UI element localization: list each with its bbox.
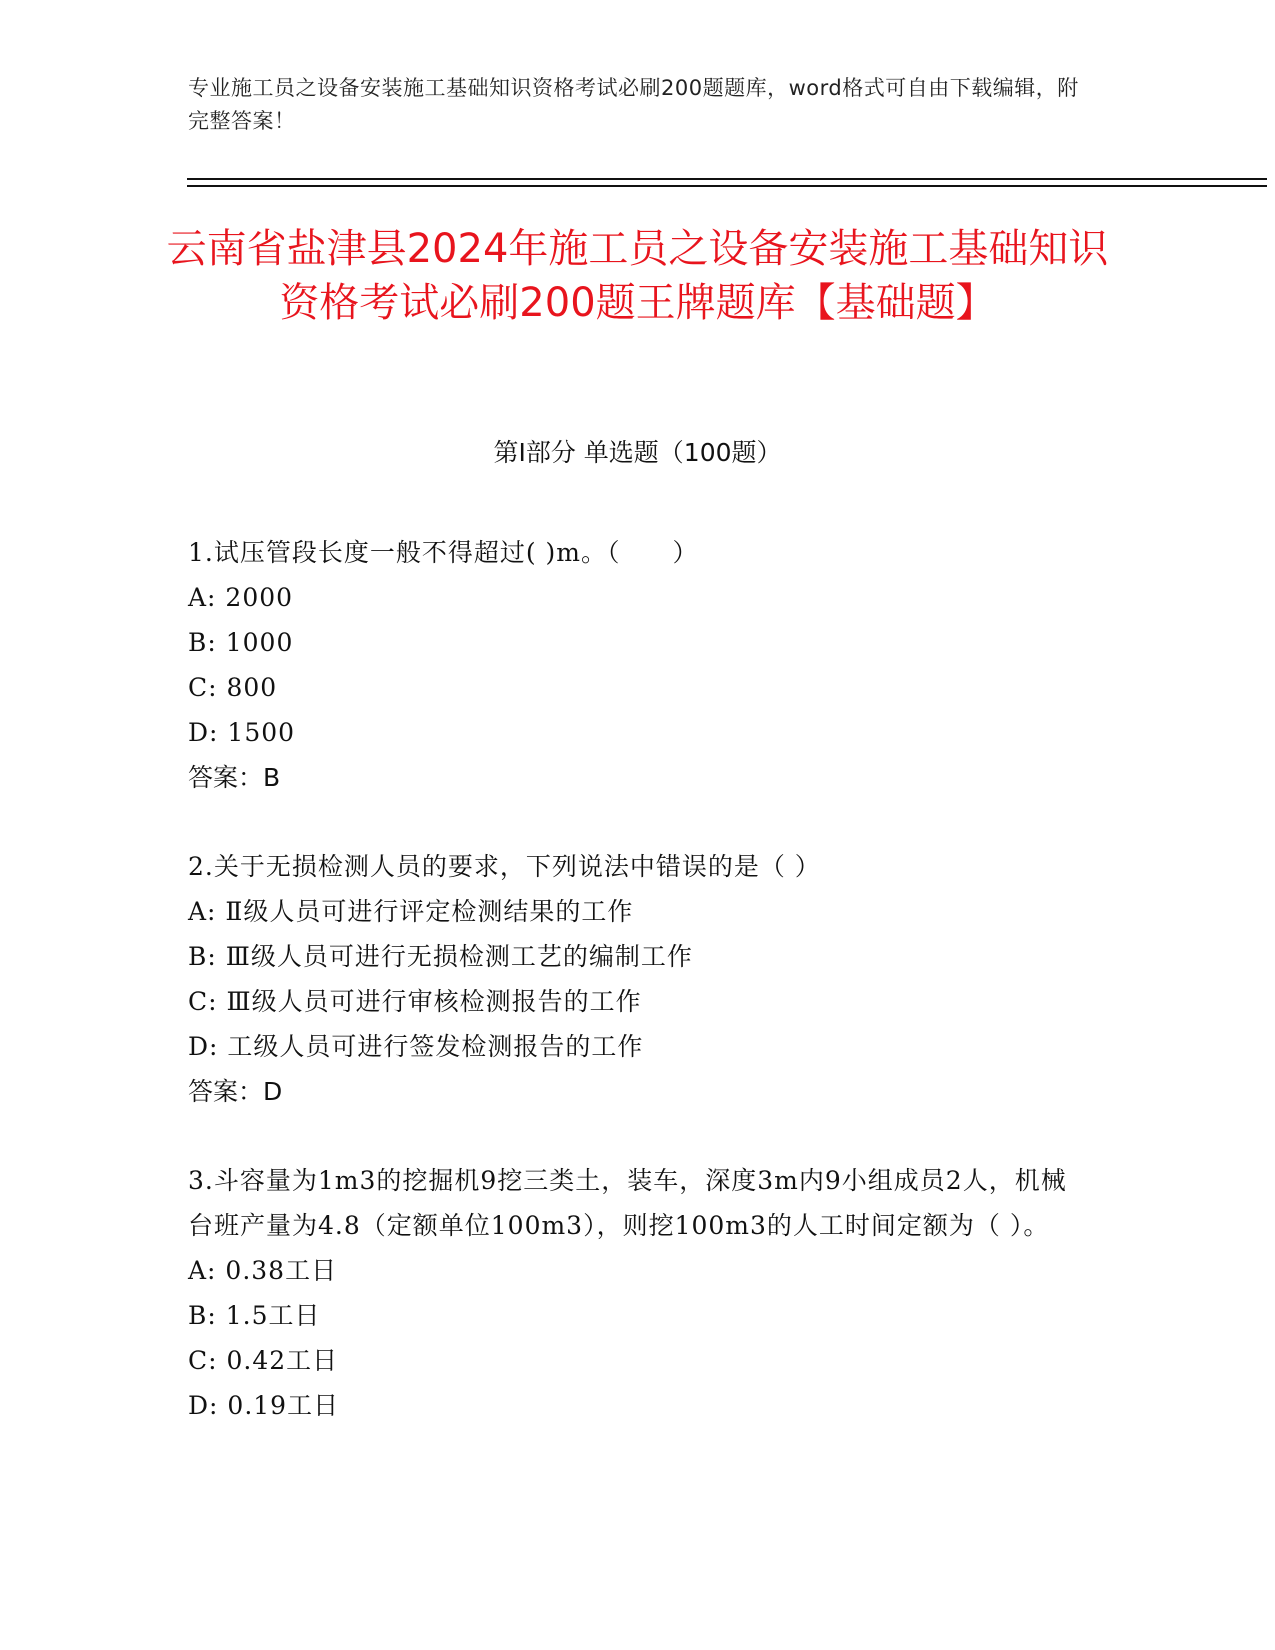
answer: 答案：B: [188, 763, 281, 792]
option-b: B: 1000: [188, 628, 294, 657]
option-c: C: Ⅲ级人员可进行审核检测报告的工作: [188, 987, 642, 1016]
header-note: 专业施工员之设备安装施工基础知识资格考试必刷200题题库，word格式可自由下载编辑，附完整答案！: [188, 76, 1079, 133]
question-stem: 2.关于无损检测人员的要求，下列说法中错误的是（ ）: [188, 852, 821, 881]
option-a: A: 0.38工日: [188, 1256, 338, 1285]
option-d: D: 1500: [188, 718, 296, 747]
option-c: C: 0.42工日: [188, 1346, 339, 1375]
header-divider-bottom: [187, 185, 1267, 187]
option-b: B: Ⅲ级人员可进行无损检测工艺的编制工作: [188, 942, 693, 971]
option-a: A: 2000: [188, 583, 294, 612]
option-d: D: 0.19工日: [188, 1391, 340, 1420]
question-2: [188, 844, 1088, 1114]
document-title: 云南省盐津县2024年施工员之设备安装施工基础知识资格考试必刷200题王牌题库【基础题】: [166, 226, 1109, 326]
section-heading: 第Ⅰ部分 单选题（100题）: [493, 438, 782, 467]
question-3: [188, 1158, 1088, 1428]
answer: 答案：D: [188, 1077, 283, 1106]
option-b: B: 1.5工日: [188, 1301, 321, 1330]
question-1: [188, 530, 1088, 800]
question-stem: 3.斗容量为1m3的挖掘机9挖三类土，装车，深度3m内9小组成员2人，机械台班产量为4.8（定额单位100m3），则挖100m3的人工时间定额为（ ）。: [188, 1166, 1067, 1240]
question-list: [188, 530, 1088, 1472]
option-d: D: 工级人员可进行签发检测报告的工作: [188, 1032, 644, 1061]
option-c: C: 800: [188, 673, 278, 702]
question-stem: 1.试压管段长度一般不得超过( )m。（ ）: [188, 538, 699, 567]
option-a: A: Ⅱ级人员可进行评定检测结果的工作: [188, 897, 634, 926]
header-divider-top: [187, 178, 1267, 180]
